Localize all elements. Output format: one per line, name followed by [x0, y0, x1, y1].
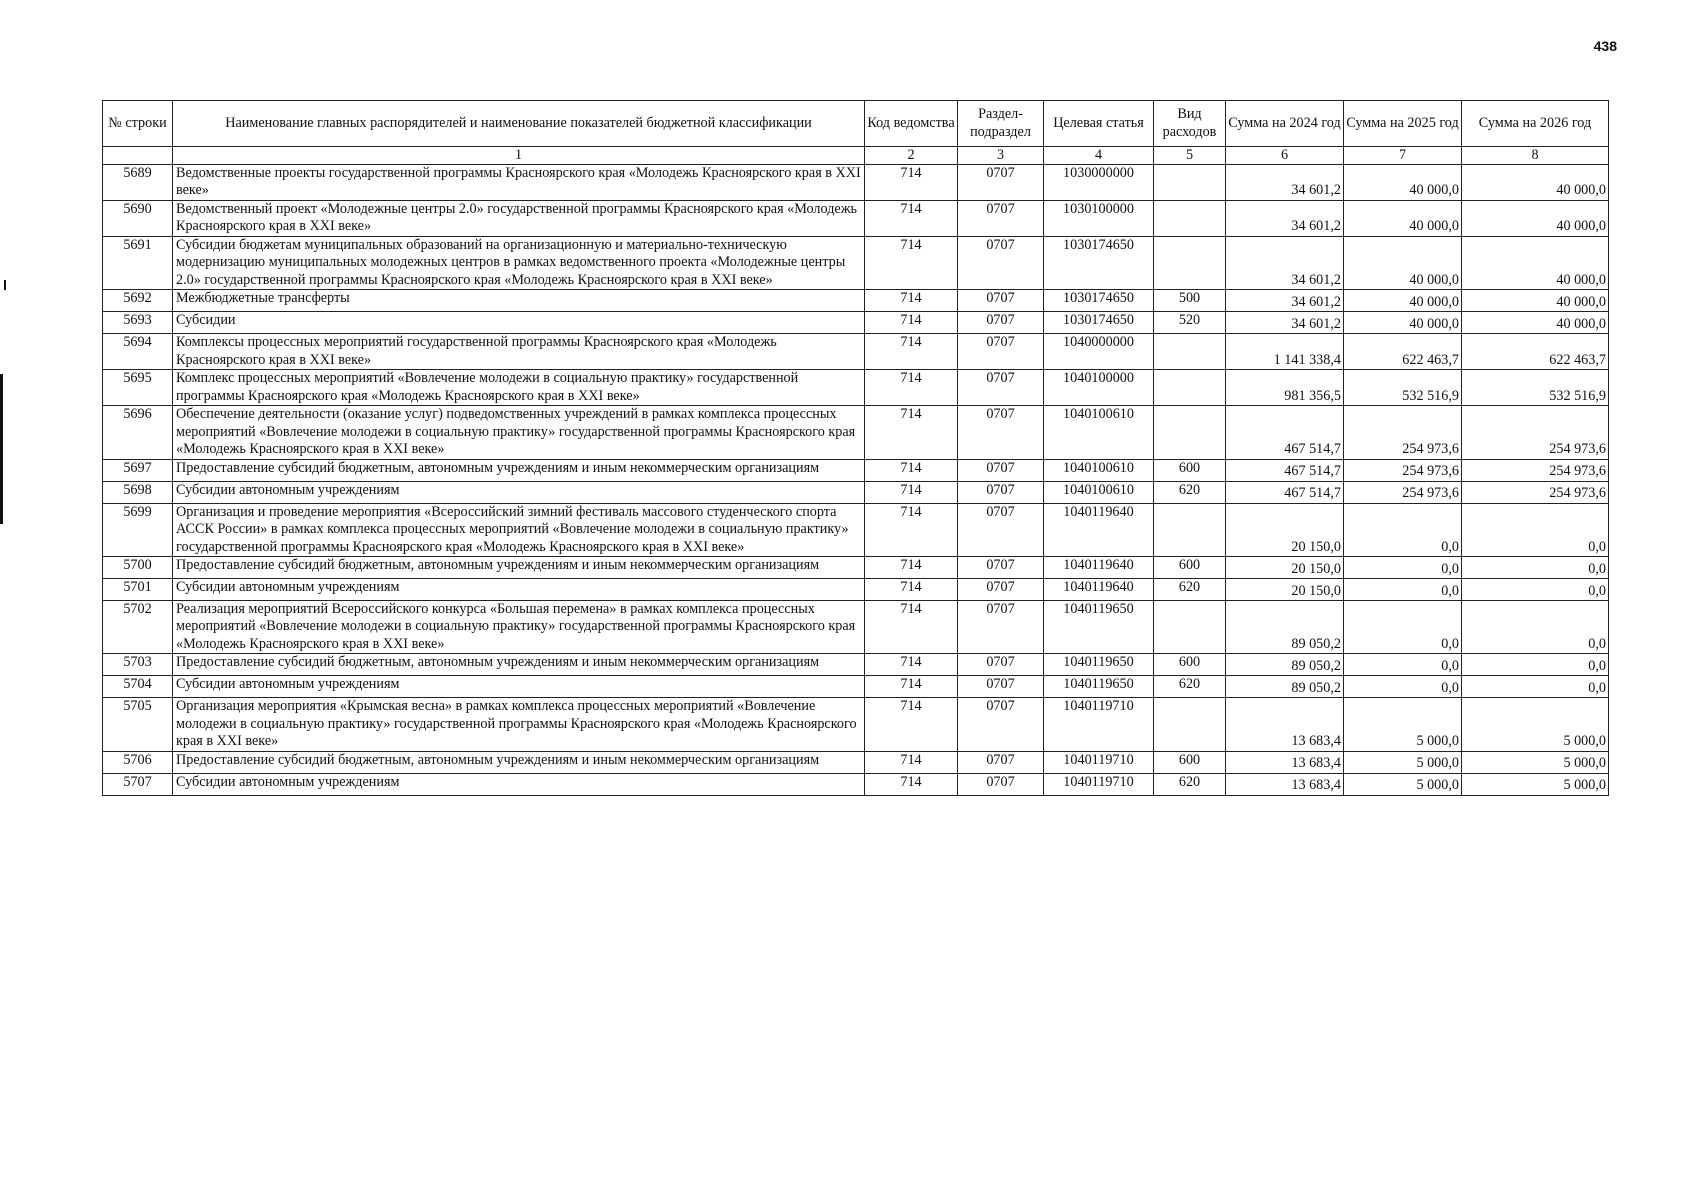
dept-code: 714: [865, 334, 958, 370]
target-code: 1040119650: [1044, 600, 1154, 653]
sum-2026: 0,0: [1462, 578, 1609, 600]
row-name: Субсидии автономным учреждениям: [173, 578, 865, 600]
row-name: Субсидии автономным учреждениям: [173, 481, 865, 503]
dept-code: 714: [865, 370, 958, 406]
sum-2025: 40 000,0: [1344, 312, 1462, 334]
sum-2024: 467 514,7: [1226, 481, 1344, 503]
dept-code: 714: [865, 578, 958, 600]
sum-2025: 622 463,7: [1344, 334, 1462, 370]
target-code: 1030000000: [1044, 165, 1154, 201]
header-target: Целевая статья: [1044, 101, 1154, 147]
row-number: 5700: [103, 556, 173, 578]
expense-type: 600: [1154, 654, 1226, 676]
sum-2026: 5 000,0: [1462, 773, 1609, 795]
sum-2026: 40 000,0: [1462, 290, 1609, 312]
table-header: [103, 101, 1609, 165]
section-code: 0707: [958, 751, 1044, 773]
sum-2025: 5 000,0: [1344, 773, 1462, 795]
table-row: [103, 751, 1609, 773]
expense-type: 620: [1154, 773, 1226, 795]
table-row: [103, 600, 1609, 653]
expense-type: [1154, 503, 1226, 556]
sum-2024: 467 514,7: [1226, 459, 1344, 481]
sum-2024: 89 050,2: [1226, 676, 1344, 698]
sum-2025: 0,0: [1344, 578, 1462, 600]
expense-type: [1154, 200, 1226, 236]
row-name: Субсидии бюджетам муниципальных образований на организационную и материально-техническую модернизацию муниципальных молодежных центров в рамках ведомственного проекта «Молодежные центры 2.0» государственной программы Красноярского края «Молодежь Красноярского края в XXI веке»: [173, 236, 865, 289]
sum-2026: 5 000,0: [1462, 698, 1609, 751]
dept-code: 714: [865, 236, 958, 289]
section-code: 0707: [958, 165, 1044, 201]
dept-code: 714: [865, 481, 958, 503]
sum-2026: 40 000,0: [1462, 200, 1609, 236]
target-code: 1040119640: [1044, 503, 1154, 556]
row-number: 5701: [103, 578, 173, 600]
section-code: 0707: [958, 406, 1044, 459]
row-name: Межбюджетные трансферты: [173, 290, 865, 312]
row-number: 5706: [103, 751, 173, 773]
sum-2026: 532 516,9: [1462, 370, 1609, 406]
column-number: 5: [1154, 147, 1226, 165]
column-number: [103, 147, 173, 165]
sum-2024: 13 683,4: [1226, 773, 1344, 795]
page-number: 438: [1593, 38, 1617, 54]
header-expense-type: Вид расходов: [1154, 101, 1226, 147]
row-number: 5699: [103, 503, 173, 556]
row-number: 5703: [103, 654, 173, 676]
sum-2026: 0,0: [1462, 654, 1609, 676]
section-code: 0707: [958, 503, 1044, 556]
margin-tick: [4, 280, 6, 290]
header-sum-2024: Сумма на 2024 год: [1226, 101, 1344, 147]
target-code: 1040119710: [1044, 773, 1154, 795]
row-name: Реализация мероприятий Всероссийского конкурса «Большая перемена» в рамках комплекса процессных мероприятий «Вовлечение молодежи в социальную практику» государственной программы Красноярского края «Молодежь Красноярского края в XXI веке»: [173, 600, 865, 653]
sum-2025: 40 000,0: [1344, 236, 1462, 289]
section-code: 0707: [958, 676, 1044, 698]
target-code: 1030174650: [1044, 236, 1154, 289]
table-row: [103, 406, 1609, 459]
sum-2024: 20 150,0: [1226, 578, 1344, 600]
section-code: 0707: [958, 312, 1044, 334]
header-name: Наименование главных распорядителей и наименование показателей бюджетной классификации: [173, 101, 865, 147]
row-number: 5704: [103, 676, 173, 698]
column-number: 3: [958, 147, 1044, 165]
header-dept-code: Код ведомства: [865, 101, 958, 147]
dept-code: 714: [865, 503, 958, 556]
dept-code: 714: [865, 751, 958, 773]
dept-code: 714: [865, 165, 958, 201]
expense-type: [1154, 698, 1226, 751]
section-code: 0707: [958, 773, 1044, 795]
target-code: 1030174650: [1044, 290, 1154, 312]
sum-2026: 254 973,6: [1462, 459, 1609, 481]
margin-mark: [0, 374, 3, 524]
row-name: Субсидии автономным учреждениям: [173, 773, 865, 795]
sum-2026: 0,0: [1462, 503, 1609, 556]
header-row-no: № строки: [103, 101, 173, 147]
table-row: [103, 654, 1609, 676]
table-row: [103, 312, 1609, 334]
sum-2025: 5 000,0: [1344, 751, 1462, 773]
row-name: Ведомственные проекты государственной программы Красноярского края «Молодежь Красноярского края в XXI веке»: [173, 165, 865, 201]
row-number: 5707: [103, 773, 173, 795]
row-name: Предоставление субсидий бюджетным, автономным учреждениям и иным некоммерческим организациям: [173, 459, 865, 481]
row-number: 5692: [103, 290, 173, 312]
expense-type: [1154, 406, 1226, 459]
dept-code: 714: [865, 459, 958, 481]
table-row: [103, 578, 1609, 600]
row-name: Ведомственный проект «Молодежные центры 2.0» государственной программы Красноярского края «Молодежь Красноярского края в XXI веке»: [173, 200, 865, 236]
column-number: 1: [173, 147, 865, 165]
target-code: 1040119650: [1044, 654, 1154, 676]
section-code: 0707: [958, 556, 1044, 578]
row-name: Предоставление субсидий бюджетным, автономным учреждениям и иным некоммерческим организациям: [173, 556, 865, 578]
sum-2024: 89 050,2: [1226, 600, 1344, 653]
sum-2025: 532 516,9: [1344, 370, 1462, 406]
section-code: 0707: [958, 236, 1044, 289]
section-code: 0707: [958, 600, 1044, 653]
expense-type: 600: [1154, 459, 1226, 481]
expense-type: [1154, 236, 1226, 289]
table-row: [103, 503, 1609, 556]
target-code: 1040100610: [1044, 481, 1154, 503]
sum-2024: 34 601,2: [1226, 312, 1344, 334]
table-row: [103, 698, 1609, 751]
sum-2026: 254 973,6: [1462, 481, 1609, 503]
column-number: 6: [1226, 147, 1344, 165]
table-row: [103, 334, 1609, 370]
header-section: Раздел-подраздел: [958, 101, 1044, 147]
dept-code: 714: [865, 200, 958, 236]
row-number: 5702: [103, 600, 173, 653]
row-name: Субсидии: [173, 312, 865, 334]
sum-2024: 13 683,4: [1226, 751, 1344, 773]
row-name: Комплексы процессных мероприятий государственной программы Красноярского края «Молодежь Красноярского края в XXI веке»: [173, 334, 865, 370]
dept-code: 714: [865, 676, 958, 698]
target-code: 1040119650: [1044, 676, 1154, 698]
section-code: 0707: [958, 459, 1044, 481]
section-code: 0707: [958, 290, 1044, 312]
sum-2024: 89 050,2: [1226, 654, 1344, 676]
row-number: 5691: [103, 236, 173, 289]
sum-2026: 622 463,7: [1462, 334, 1609, 370]
target-code: 1040000000: [1044, 334, 1154, 370]
row-number: 5694: [103, 334, 173, 370]
dept-code: 714: [865, 654, 958, 676]
expense-type: [1154, 600, 1226, 653]
target-code: 1040100000: [1044, 370, 1154, 406]
sum-2025: 0,0: [1344, 676, 1462, 698]
sum-2026: 40 000,0: [1462, 236, 1609, 289]
sum-2024: 13 683,4: [1226, 698, 1344, 751]
target-code: 1040119640: [1044, 556, 1154, 578]
sum-2025: 254 973,6: [1344, 481, 1462, 503]
target-code: 1030100000: [1044, 200, 1154, 236]
dept-code: 714: [865, 290, 958, 312]
row-number: 5696: [103, 406, 173, 459]
expense-type: [1154, 334, 1226, 370]
expense-type: 520: [1154, 312, 1226, 334]
row-number: 5695: [103, 370, 173, 406]
expense-type: 620: [1154, 676, 1226, 698]
sum-2025: 0,0: [1344, 600, 1462, 653]
section-code: 0707: [958, 200, 1044, 236]
table-row: [103, 676, 1609, 698]
expense-type: [1154, 165, 1226, 201]
expense-type: 600: [1154, 751, 1226, 773]
sum-2025: 0,0: [1344, 654, 1462, 676]
table-row: [103, 200, 1609, 236]
sum-2025: 40 000,0: [1344, 200, 1462, 236]
column-number: 8: [1462, 147, 1609, 165]
sum-2024: 20 150,0: [1226, 503, 1344, 556]
row-number: 5689: [103, 165, 173, 201]
dept-code: 714: [865, 600, 958, 653]
dept-code: 714: [865, 406, 958, 459]
table-row: [103, 459, 1609, 481]
sum-2024: 34 601,2: [1226, 165, 1344, 201]
section-code: 0707: [958, 334, 1044, 370]
row-number: 5690: [103, 200, 173, 236]
budget-table: [102, 100, 1609, 796]
sum-2025: 40 000,0: [1344, 165, 1462, 201]
sum-2025: 254 973,6: [1344, 459, 1462, 481]
section-code: 0707: [958, 698, 1044, 751]
row-number: 5697: [103, 459, 173, 481]
expense-type: 600: [1154, 556, 1226, 578]
row-name: Предоставление субсидий бюджетным, автономным учреждениям и иным некоммерческим организациям: [173, 751, 865, 773]
column-number: 2: [865, 147, 958, 165]
dept-code: 714: [865, 773, 958, 795]
dept-code: 714: [865, 556, 958, 578]
row-name: Предоставление субсидий бюджетным, автономным учреждениям и иным некоммерческим организациям: [173, 654, 865, 676]
dept-code: 714: [865, 312, 958, 334]
section-code: 0707: [958, 578, 1044, 600]
sum-2026: 40 000,0: [1462, 312, 1609, 334]
sum-2024: 34 601,2: [1226, 200, 1344, 236]
dept-code: 714: [865, 698, 958, 751]
sum-2025: 40 000,0: [1344, 290, 1462, 312]
sum-2024: 34 601,2: [1226, 290, 1344, 312]
table-row: [103, 556, 1609, 578]
table-row: [103, 236, 1609, 289]
row-number: 5698: [103, 481, 173, 503]
table-row: [103, 481, 1609, 503]
row-name: Комплекс процессных мероприятий «Вовлечение молодежи в социальную практику» государственной программы Красноярского края «Молодежь Красноярского края в XXI веке»: [173, 370, 865, 406]
row-name: Обеспечение деятельности (оказание услуг) подведомственных учреждений в рамках комплекса процессных мероприятий «Вовлечение молодежи в социальную практику» государственной программы Красноярского края «Молодежь Красноярского края в XXI веке»: [173, 406, 865, 459]
sum-2026: 0,0: [1462, 556, 1609, 578]
target-code: 1040100610: [1044, 459, 1154, 481]
sum-2026: 5 000,0: [1462, 751, 1609, 773]
section-code: 0707: [958, 370, 1044, 406]
sum-2025: 254 973,6: [1344, 406, 1462, 459]
sum-2024: 20 150,0: [1226, 556, 1344, 578]
column-numbers-row: [103, 147, 1609, 165]
table-row: [103, 290, 1609, 312]
expense-type: [1154, 370, 1226, 406]
expense-type: 500: [1154, 290, 1226, 312]
expense-type: 620: [1154, 578, 1226, 600]
sum-2024: 467 514,7: [1226, 406, 1344, 459]
sum-2026: 40 000,0: [1462, 165, 1609, 201]
table-row: [103, 773, 1609, 795]
expense-type: 620: [1154, 481, 1226, 503]
sum-2025: 5 000,0: [1344, 698, 1462, 751]
table-row: [103, 370, 1609, 406]
row-name: Субсидии автономным учреждениям: [173, 676, 865, 698]
row-name: Организация мероприятия «Крымская весна» в рамках комплекса процессных мероприятий «Вовлечение молодежи в социальную практику» государственной программы Красноярского края «Молодежь Красноярского края в XXI веке»: [173, 698, 865, 751]
sum-2026: 0,0: [1462, 600, 1609, 653]
target-code: 1040119640: [1044, 578, 1154, 600]
table-row: [103, 165, 1609, 201]
target-code: 1040100610: [1044, 406, 1154, 459]
sum-2025: 0,0: [1344, 503, 1462, 556]
sum-2025: 0,0: [1344, 556, 1462, 578]
target-code: 1040119710: [1044, 751, 1154, 773]
column-number: 7: [1344, 147, 1462, 165]
row-name: Организация и проведение мероприятия «Всероссийский зимний фестиваль массового студенческого спорта АССК России» в рамках комплекса процессных мероприятий «Вовлечение молодежи в социальную практику» государственной программы Красноярского края «Молодежь Красноярского края в XXI веке»: [173, 503, 865, 556]
sum-2024: 981 356,5: [1226, 370, 1344, 406]
column-number: 4: [1044, 147, 1154, 165]
target-code: 1030174650: [1044, 312, 1154, 334]
sum-2026: 0,0: [1462, 676, 1609, 698]
table-body: [103, 165, 1609, 796]
sum-2026: 254 973,6: [1462, 406, 1609, 459]
row-number: 5693: [103, 312, 173, 334]
header-sum-2025: Сумма на 2025 год: [1344, 101, 1462, 147]
row-number: 5705: [103, 698, 173, 751]
sum-2024: 1 141 338,4: [1226, 334, 1344, 370]
target-code: 1040119710: [1044, 698, 1154, 751]
section-code: 0707: [958, 654, 1044, 676]
sum-2024: 34 601,2: [1226, 236, 1344, 289]
header-sum-2026: Сумма на 2026 год: [1462, 101, 1609, 147]
section-code: 0707: [958, 481, 1044, 503]
